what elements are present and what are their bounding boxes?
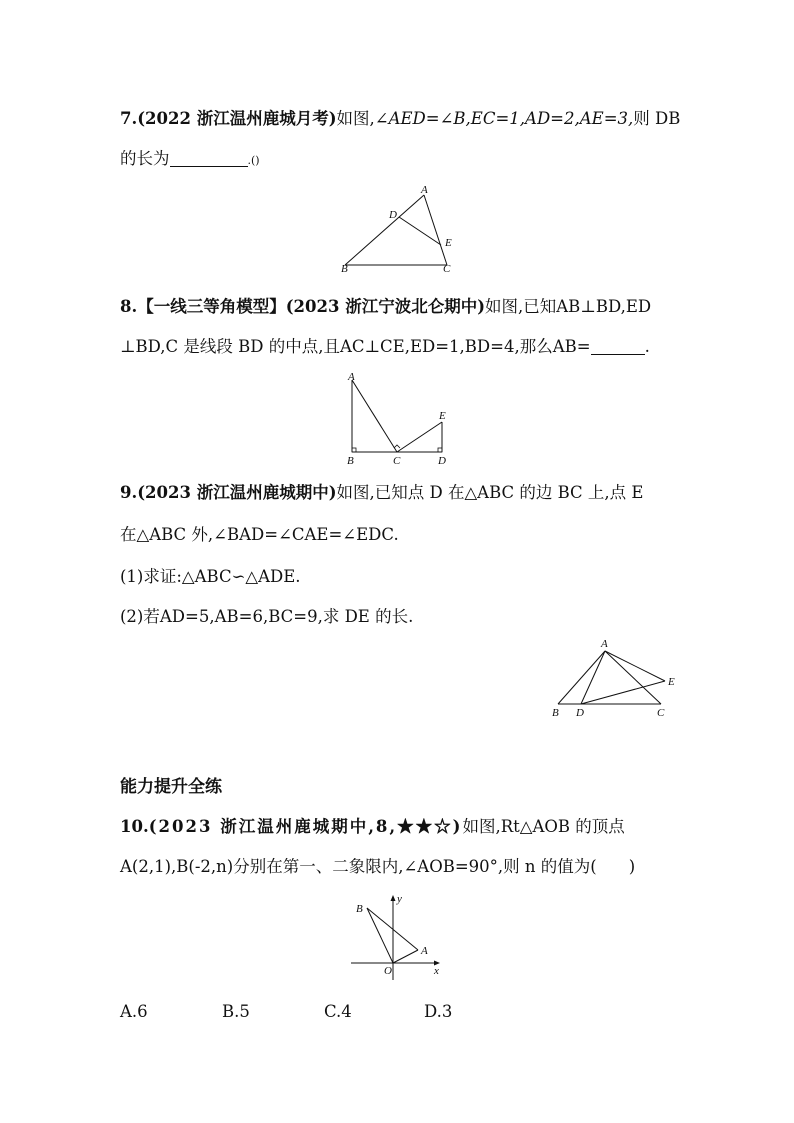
q7-figure — [335, 186, 465, 276]
q10-label-y: y — [397, 893, 402, 905]
q9-line2-text: 在△ABC 外,∠BAD=∠CAE=∠EDC. — [120, 525, 399, 544]
q9-part1-text: (1)求证:△ABC∽△ADE. — [120, 567, 301, 586]
q9-part1 — [120, 566, 301, 588]
q9-figure — [548, 636, 688, 721]
q9-line1 — [120, 482, 643, 504]
q7-text-b: 则 DB — [633, 109, 681, 128]
q10-label-o: O — [384, 965, 392, 977]
q10-segment-ob — [367, 908, 393, 963]
q10-option-d[interactable]: D.3 — [424, 1002, 453, 1021]
q10-option-b[interactable]: B.5 — [222, 1002, 250, 1021]
q7-label-c: C — [443, 263, 451, 275]
q10-source: (2023 浙江温州鹿城期中,8,★★☆) — [148, 817, 463, 836]
q7-label-b: B — [341, 263, 348, 275]
section-title: 能力提升全练 — [120, 777, 222, 797]
q9-segment-ac — [605, 651, 661, 704]
q9-part2-text: (2)若AD=5,AB=6,BC=9,求 DE 的长. — [120, 607, 414, 626]
q8-number: 8. — [120, 297, 138, 316]
q9-part2 — [120, 606, 413, 628]
q9-label-b: B — [552, 707, 559, 719]
q9-label-c: C — [657, 707, 665, 719]
q7-end: .() — [247, 154, 260, 167]
q7-line2-text: 的长为 — [120, 149, 170, 168]
q10-line2-end: ) — [628, 857, 636, 876]
q10-line2 — [120, 856, 635, 878]
q9-label-e: E — [668, 676, 675, 688]
q10-line1 — [120, 816, 625, 838]
q7-text-a: 如图, — [336, 109, 375, 128]
q8-line1-rest: 如图,已知AB⊥BD,ED — [485, 297, 652, 316]
q8-answer-blank[interactable] — [591, 338, 645, 355]
q7-segment-de — [399, 217, 441, 245]
q9-number: 9. — [120, 483, 138, 502]
q8-segment-ce — [397, 422, 442, 452]
q10-line2-text: A(2,1),B(-2,n)分别在第一、二象限内,∠AOB=90°,则 n 的值为( — [120, 857, 597, 876]
q7-segment-ac — [424, 195, 447, 265]
q8-tag: 【一线三等角模型】 — [137, 297, 286, 316]
q8-line1 — [120, 296, 651, 318]
q7-line1 — [120, 108, 680, 130]
q8-label-b: B — [347, 455, 354, 467]
q8-label-e: E — [439, 410, 446, 422]
q9-segment-ae — [605, 651, 665, 681]
q9-segment-ab — [558, 651, 605, 704]
q7-line2 — [120, 148, 260, 172]
q10-option-c[interactable]: C.4 — [324, 1002, 352, 1021]
q9-segment-de — [581, 681, 665, 704]
q8-line2 — [120, 336, 650, 358]
q7-label-d: D — [389, 209, 397, 221]
q7-number: 7. — [120, 109, 138, 128]
q9-source: (2023 浙江温州鹿城期中) — [137, 483, 337, 502]
q10-y-axis-arrow — [391, 895, 396, 901]
q10-label-a: A — [421, 945, 428, 957]
q10-line1-rest: 如图,Rt△AOB 的顶点 — [462, 817, 625, 836]
q7-label-a: A — [421, 184, 428, 196]
q7-segment-ab — [345, 195, 424, 265]
q8-line2-text: ⊥BD,C 是线段 BD 的中点,且AC⊥CE,ED=1,BD=4,那么AB= — [120, 337, 591, 356]
q8-label-c: C — [393, 455, 401, 467]
q10-segment-oa — [393, 950, 418, 963]
q10-label-x: x — [434, 965, 439, 977]
q8-right-angle-c — [394, 445, 400, 448]
q8-right-angle-b — [352, 448, 356, 452]
q8-figure — [340, 372, 455, 467]
q7-condition: ∠AED=∠B,EC=1,AD=2,AE=3, — [374, 109, 634, 128]
q8-label-a: A — [348, 371, 355, 383]
q10-label-b: B — [356, 903, 363, 915]
q10-figure — [345, 890, 455, 985]
q9-line2 — [120, 524, 399, 546]
q8-end: . — [644, 337, 650, 356]
q8-source: (2023 浙江宁波北仑期中) — [285, 297, 486, 316]
q7-label-e: E — [445, 237, 452, 249]
q7-answer-blank[interactable] — [170, 150, 248, 167]
q10-option-a[interactable]: A.6 — [120, 1002, 148, 1021]
q8-right-angle-d — [438, 448, 442, 452]
q10-number: 10. — [120, 817, 149, 836]
q9-label-a: A — [601, 638, 608, 650]
q9-label-d: D — [576, 707, 584, 719]
q7-source: (2022 浙江温州鹿城月考) — [137, 109, 337, 128]
q8-segment-ac — [352, 380, 397, 452]
q9-segment-ad — [581, 651, 605, 704]
q8-label-d: D — [438, 455, 446, 467]
q9-line1-rest: 如图,已知点 D 在△ABC 的边 BC 上,点 E — [336, 483, 644, 502]
